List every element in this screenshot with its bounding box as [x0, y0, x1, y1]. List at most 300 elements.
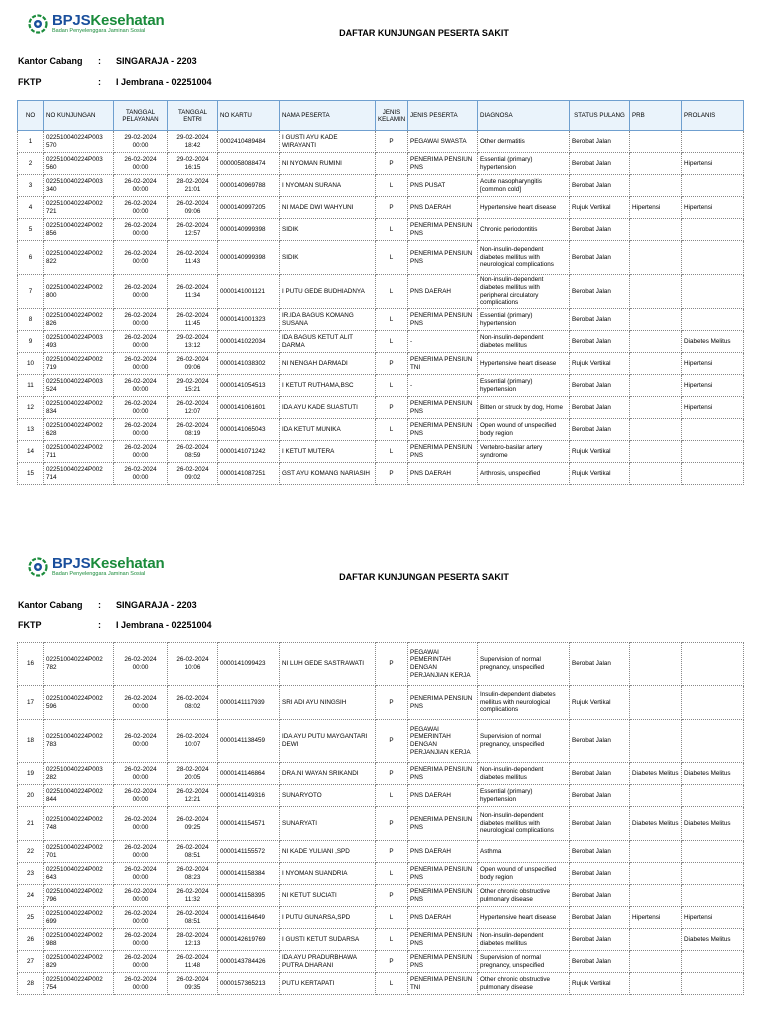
cell-nama-peserta: NI KADE YULIANI ,SPD	[280, 841, 376, 863]
cell-jenis-kelamin: L	[376, 907, 408, 929]
header-tanggal-entri: TANGGAL ENTRI	[168, 101, 218, 131]
cell-tanggal-pelayanan: 26-02-2024 00:00	[114, 219, 168, 241]
cell-prolanis	[682, 309, 744, 331]
cell-jenis-peserta: PNS DAERAH	[408, 907, 478, 929]
cell-nama-peserta: NI NYOMAN RUMINI	[280, 153, 376, 175]
kantor-cabang-value: SINGARAJA - 2203	[116, 600, 197, 610]
cell-tanggal-pelayanan: 26-02-2024 00:00	[114, 807, 168, 841]
table-row	[18, 907, 744, 929]
cell-tanggal-entri: 26-02-2024 11:48	[168, 951, 218, 973]
cell-no-kunjungan: 022510040224P002 596	[44, 686, 114, 720]
cell-no-kunjungan: 022510040224P003 524	[44, 375, 114, 397]
document-title: DAFTAR KUNJUNGAN PESERTA SAKIT	[339, 28, 509, 38]
cell-tanggal-pelayanan: 26-02-2024 00:00	[114, 419, 168, 441]
cell-no: 1	[18, 131, 44, 153]
cell-nama-peserta: I PUTU GUNARSA,SPD	[280, 907, 376, 929]
cell-jenis-kelamin: P	[376, 951, 408, 973]
cell-prb	[630, 885, 682, 907]
cell-jenis-peserta: PEGAWAI PEMERINTAH DENGAN PERJANJIAN KERJA	[408, 643, 478, 686]
cell-nama-peserta: SUNARYOTO	[280, 785, 376, 807]
table-row	[18, 763, 744, 785]
cell-tanggal-entri: 29-02-2024 15:21	[168, 375, 218, 397]
cell-no-kartu: 0000141001323	[218, 309, 280, 331]
cell-no: 28	[18, 973, 44, 995]
cell-jenis-kelamin: P	[376, 807, 408, 841]
cell-no-kartu: 0000141158384	[218, 863, 280, 885]
cell-status-pulang: Berobat Jalan	[570, 885, 630, 907]
table-body-page-2	[18, 643, 744, 995]
cell-no-kartu: 0000058088474	[218, 153, 280, 175]
cell-jenis-peserta: PNS DAERAH	[408, 275, 478, 309]
cell-prolanis	[682, 951, 744, 973]
cell-nama-peserta: SUNARYATI	[280, 807, 376, 841]
cell-no: 24	[18, 885, 44, 907]
cell-tanggal-pelayanan: 26-02-2024 00:00	[114, 841, 168, 863]
cell-prolanis: Hipertensi	[682, 353, 744, 375]
cell-no-kartu: 0000141087251	[218, 463, 280, 485]
cell-status-pulang: Berobat Jalan	[570, 807, 630, 841]
cell-no-kunjungan: 022510040224P002 783	[44, 720, 114, 763]
cell-no-kartu: 0000141022034	[218, 331, 280, 353]
table-row	[18, 309, 744, 331]
cell-jenis-peserta: PENERIMA PENSIUN PNS	[408, 153, 478, 175]
cell-tanggal-entri: 26-02-2024 09:06	[168, 197, 218, 219]
cell-jenis-kelamin: L	[376, 331, 408, 353]
cell-no: 22	[18, 841, 44, 863]
fktp-label: FKTP	[18, 77, 42, 87]
cell-diagnosa: Chronic periodontitis	[478, 219, 570, 241]
table-row	[18, 463, 744, 485]
cell-prolanis	[682, 720, 744, 763]
cell-diagnosa: Essential (primary) hypertension	[478, 375, 570, 397]
cell-jenis-kelamin: L	[376, 375, 408, 397]
header-status-pulang: STATUS PULANG	[570, 101, 630, 131]
cell-tanggal-entri: 26-02-2024 09:06	[168, 353, 218, 375]
cell-jenis-peserta: PENERIMA PENSIUN PNS	[408, 951, 478, 973]
cell-prolanis	[682, 175, 744, 197]
cell-jenis-kelamin: P	[376, 885, 408, 907]
cell-no-kartu: 0000141001121	[218, 275, 280, 309]
cell-no-kartu: 0000142619769	[218, 929, 280, 951]
cell-prb: Hipertensi	[630, 197, 682, 219]
cell-tanggal-entri: 26-02-2024 08:51	[168, 841, 218, 863]
cell-prb	[630, 951, 682, 973]
table-row	[18, 951, 744, 973]
cell-tanggal-pelayanan: 26-02-2024 00:00	[114, 686, 168, 720]
cell-prolanis: Diabetes Melitus	[682, 807, 744, 841]
cell-jenis-peserta: PENERIMA PENSIUN PNS	[408, 309, 478, 331]
cell-status-pulang: Rujuk Vertikal	[570, 353, 630, 375]
table-row	[18, 686, 744, 720]
cell-tanggal-pelayanan: 26-02-2024 00:00	[114, 763, 168, 785]
cell-diagnosa: Essential (primary) hypertension	[478, 785, 570, 807]
cell-tanggal-pelayanan: 26-02-2024 00:00	[114, 785, 168, 807]
cell-no-kartu: 0000141061601	[218, 397, 280, 419]
table-row	[18, 807, 744, 841]
cell-no: 19	[18, 763, 44, 785]
cell-prolanis	[682, 219, 744, 241]
cell-no-kartu: 0000141065043	[218, 419, 280, 441]
cell-status-pulang: Berobat Jalan	[570, 219, 630, 241]
table-row	[18, 720, 744, 763]
table-row	[18, 241, 744, 275]
cell-no-kunjungan: 022510040224P002 754	[44, 973, 114, 995]
cell-tanggal-entri: 26-02-2024 09:02	[168, 463, 218, 485]
cell-prb	[630, 973, 682, 995]
cell-jenis-peserta: PENERIMA PENSIUN PNS	[408, 763, 478, 785]
cell-prolanis: Hipertensi	[682, 197, 744, 219]
cell-prb	[630, 720, 682, 763]
cell-tanggal-entri: 26-02-2024 09:25	[168, 807, 218, 841]
cell-prolanis: Diabetes Melitus	[682, 929, 744, 951]
cell-nama-peserta: NI MADE DWI WAHYUNI	[280, 197, 376, 219]
cell-status-pulang: Rujuk Vertikal	[570, 686, 630, 720]
cell-no-kunjungan: 022510040224P003 282	[44, 763, 114, 785]
logo-name-bpjs: BPJS	[52, 555, 91, 572]
logo-subtitle: Badan Penyelenggara Jaminan Sosial	[52, 28, 146, 34]
fktp-value: I Jembrana - 02251004	[116, 77, 212, 87]
cell-no-kartu: 0000141038302	[218, 353, 280, 375]
cell-jenis-kelamin: P	[376, 686, 408, 720]
cell-status-pulang: Rujuk Vertikal	[570, 973, 630, 995]
cell-nama-peserta: NI LUH GEDE SASTRAWATI	[280, 643, 376, 686]
cell-prolanis	[682, 785, 744, 807]
cell-no-kunjungan: 022510040224P002 988	[44, 929, 114, 951]
cell-tanggal-pelayanan: 26-02-2024 00:00	[114, 153, 168, 175]
cell-tanggal-pelayanan: 26-02-2024 00:00	[114, 175, 168, 197]
cell-jenis-kelamin: L	[376, 241, 408, 275]
cell-prolanis	[682, 275, 744, 309]
cell-jenis-kelamin: P	[376, 643, 408, 686]
cell-no-kunjungan: 022510040224P002 699	[44, 907, 114, 929]
cell-nama-peserta: I GUSTI AYU KADE WIRAYANTI	[280, 131, 376, 153]
cell-prolanis	[682, 463, 744, 485]
cell-jenis-peserta: PEGAWAI SWASTA	[408, 131, 478, 153]
cell-nama-peserta: I KETUT RUTHAMA,BSC	[280, 375, 376, 397]
cell-tanggal-pelayanan: 26-02-2024 00:00	[114, 331, 168, 353]
cell-diagnosa: Insulin-dependent diabetes mellitus with neurological complications	[478, 686, 570, 720]
table-row	[18, 131, 744, 153]
cell-diagnosa: Open wound of unspecified body region	[478, 863, 570, 885]
cell-no-kunjungan: 022510040224P002 719	[44, 353, 114, 375]
cell-jenis-kelamin: L	[376, 419, 408, 441]
cell-diagnosa: Supervision of normal pregnancy, unspecified	[478, 951, 570, 973]
cell-tanggal-pelayanan: 26-02-2024 00:00	[114, 929, 168, 951]
cell-no-kartu: 0000141164649	[218, 907, 280, 929]
cell-prb	[630, 397, 682, 419]
cell-no: 10	[18, 353, 44, 375]
cell-jenis-peserta: PENERIMA PENSIUN PNS	[408, 241, 478, 275]
cell-prb	[630, 463, 682, 485]
cell-no-kartu: 0000140999398	[218, 219, 280, 241]
cell-no: 11	[18, 375, 44, 397]
cell-no: 16	[18, 643, 44, 686]
cell-prb	[630, 309, 682, 331]
table-row	[18, 397, 744, 419]
cell-diagnosa: Hypertensive heart disease	[478, 197, 570, 219]
cell-no-kunjungan: 022510040224P002 829	[44, 951, 114, 973]
cell-diagnosa: Other chronic obstructive pulmonary disease	[478, 973, 570, 995]
cell-no: 20	[18, 785, 44, 807]
cell-no-kunjungan: 022510040224P002 822	[44, 241, 114, 275]
cell-nama-peserta: PUTU KERTAPATI	[280, 973, 376, 995]
cell-diagnosa: Other dermatitis	[478, 131, 570, 153]
cell-no: 15	[18, 463, 44, 485]
cell-tanggal-pelayanan: 26-02-2024 00:00	[114, 197, 168, 219]
cell-tanggal-pelayanan: 26-02-2024 00:00	[114, 463, 168, 485]
table-row	[18, 197, 744, 219]
cell-tanggal-pelayanan: 26-02-2024 00:00	[114, 353, 168, 375]
cell-no: 7	[18, 275, 44, 309]
cell-jenis-peserta: PEGAWAI PEMERINTAH DENGAN PERJANJIAN KERJA	[408, 720, 478, 763]
cell-tanggal-pelayanan: 26-02-2024 00:00	[114, 441, 168, 463]
cell-nama-peserta: IR.IDA BAGUS KOMANG SUSANA	[280, 309, 376, 331]
cell-tanggal-entri: 26-02-2024 12:57	[168, 219, 218, 241]
cell-jenis-peserta: PENERIMA PENSIUN PNS	[408, 219, 478, 241]
cell-status-pulang: Rujuk Vertikal	[570, 441, 630, 463]
cell-prolanis	[682, 419, 744, 441]
cell-status-pulang: Berobat Jalan	[570, 907, 630, 929]
cell-diagnosa: Non-insulin-dependent diabetes mellitus with neurological complications	[478, 241, 570, 275]
cell-no: 27	[18, 951, 44, 973]
cell-tanggal-entri: 26-02-2024 11:45	[168, 309, 218, 331]
cell-diagnosa: Asthma	[478, 841, 570, 863]
cell-prolanis	[682, 686, 744, 720]
cell-prolanis: Hipertensi	[682, 907, 744, 929]
cell-status-pulang: Berobat Jalan	[570, 951, 630, 973]
cell-no-kartu: 0000141117939	[218, 686, 280, 720]
cell-jenis-peserta: PENERIMA PENSIUN PNS	[408, 686, 478, 720]
cell-no: 26	[18, 929, 44, 951]
table-row	[18, 331, 744, 353]
cell-jenis-peserta: PENERIMA PENSIUN PNS	[408, 885, 478, 907]
cell-jenis-kelamin: L	[376, 863, 408, 885]
cell-nama-peserta: I NYOMAN SURANA	[280, 175, 376, 197]
cell-diagnosa: Non-insulin-dependent diabetes mellitus with neurological complications	[478, 807, 570, 841]
cell-no-kunjungan: 022510040224P002 834	[44, 397, 114, 419]
cell-prb	[630, 275, 682, 309]
cell-status-pulang: Berobat Jalan	[570, 131, 630, 153]
cell-no-kunjungan: 022510040224P003 560	[44, 153, 114, 175]
cell-tanggal-pelayanan: 29-02-2024 00:00	[114, 131, 168, 153]
cell-diagnosa: Hypertensive heart disease	[478, 353, 570, 375]
table-row	[18, 275, 744, 309]
cell-jenis-peserta: PENERIMA PENSIUN PNS	[408, 419, 478, 441]
fktp-label: FKTP	[18, 620, 42, 630]
cell-nama-peserta: I KETUT MUTERA	[280, 441, 376, 463]
cell-no: 3	[18, 175, 44, 197]
header-diagnosa: DIAGNOSA	[478, 101, 570, 131]
cell-no-kunjungan: 022510040224P002 844	[44, 785, 114, 807]
cell-no-kartu: 0000141155572	[218, 841, 280, 863]
cell-jenis-kelamin: L	[376, 219, 408, 241]
cell-jenis-peserta: PENERIMA PENSIUN PNS	[408, 929, 478, 951]
cell-no-kartu: 0000141149316	[218, 785, 280, 807]
cell-nama-peserta: I GUSTI KETUT SUDARSA	[280, 929, 376, 951]
cell-tanggal-entri: 28-02-2024 21:01	[168, 175, 218, 197]
cell-tanggal-pelayanan: 26-02-2024 00:00	[114, 643, 168, 686]
cell-no-kartu: 0000157365213	[218, 973, 280, 995]
cell-status-pulang: Berobat Jalan	[570, 643, 630, 686]
cell-no: 17	[18, 686, 44, 720]
cell-prb	[630, 131, 682, 153]
cell-tanggal-pelayanan: 26-02-2024 00:00	[114, 397, 168, 419]
table-row	[18, 785, 744, 807]
cell-no-kartu: 0000140999398	[218, 241, 280, 275]
cell-nama-peserta: IDA KETUT MUNIKA	[280, 419, 376, 441]
cell-jenis-kelamin: P	[376, 720, 408, 763]
cell-no-kartu: 0000140997205	[218, 197, 280, 219]
cell-no-kunjungan: 022510040224P002 856	[44, 219, 114, 241]
cell-status-pulang: Berobat Jalan	[570, 397, 630, 419]
header-prb: PRB	[630, 101, 682, 131]
cell-no-kunjungan: 022510040224P003 570	[44, 131, 114, 153]
cell-no-kunjungan: 022510040224P002 714	[44, 463, 114, 485]
cell-jenis-kelamin: L	[376, 973, 408, 995]
cell-no: 4	[18, 197, 44, 219]
cell-jenis-peserta: PNS DAERAH	[408, 463, 478, 485]
cell-no-kunjungan: 022510040224P002 701	[44, 841, 114, 863]
cell-no: 25	[18, 907, 44, 929]
cell-prb	[630, 331, 682, 353]
cell-prb: Hipertensi	[630, 907, 682, 929]
cell-tanggal-entri: 26-02-2024 11:32	[168, 885, 218, 907]
cell-jenis-peserta: PENERIMA PENSIUN TNI	[408, 353, 478, 375]
cell-status-pulang: Rujuk Vertikal	[570, 463, 630, 485]
cell-no: 8	[18, 309, 44, 331]
kantor-cabang-line: Kantor Cabang : SINGARAJA - 2203	[18, 600, 197, 610]
cell-tanggal-entri: 28-02-2024 20:05	[168, 763, 218, 785]
cell-tanggal-entri: 26-02-2024 09:35	[168, 973, 218, 995]
fktp-value: I Jembrana - 02251004	[116, 620, 212, 630]
cell-prolanis	[682, 863, 744, 885]
cell-diagnosa: Non-insulin-dependent diabetes mellitus	[478, 763, 570, 785]
cell-prolanis: Hipertensi	[682, 153, 744, 175]
table-row	[18, 841, 744, 863]
cell-status-pulang: Berobat Jalan	[570, 241, 630, 275]
cell-jenis-kelamin: P	[376, 353, 408, 375]
table-row	[18, 153, 744, 175]
cell-tanggal-pelayanan: 26-02-2024 00:00	[114, 951, 168, 973]
cell-no: 2	[18, 153, 44, 175]
cell-no-kartu: 0000141154571	[218, 807, 280, 841]
cell-tanggal-pelayanan: 26-02-2024 00:00	[114, 241, 168, 275]
cell-prb	[630, 353, 682, 375]
cell-nama-peserta: I NYOMAN SUANDRIA	[280, 863, 376, 885]
cell-nama-peserta: SIDIK	[280, 219, 376, 241]
table-row	[18, 863, 744, 885]
cell-prolanis	[682, 241, 744, 275]
table-row	[18, 643, 744, 686]
table-row	[18, 885, 744, 907]
header-no-kartu: NO KARTU	[218, 101, 280, 131]
cell-status-pulang: Berobat Jalan	[570, 785, 630, 807]
cell-jenis-kelamin: L	[376, 175, 408, 197]
cell-jenis-kelamin: P	[376, 841, 408, 863]
cell-diagnosa: Essential (primary) hypertension	[478, 309, 570, 331]
cell-jenis-kelamin: P	[376, 463, 408, 485]
cell-diagnosa: Vertebro-basilar artery syndrome	[478, 441, 570, 463]
cell-nama-peserta: SIDIK	[280, 241, 376, 275]
cell-jenis-peserta: PENERIMA PENSIUN PNS	[408, 807, 478, 841]
cell-jenis-kelamin: P	[376, 197, 408, 219]
cell-status-pulang: Berobat Jalan	[570, 419, 630, 441]
fktp-line: FKTP : I Jembrana - 02251004	[18, 77, 212, 87]
cell-status-pulang: Berobat Jalan	[570, 175, 630, 197]
table-row	[18, 375, 744, 397]
cell-jenis-kelamin: L	[376, 929, 408, 951]
cell-no-kunjungan: 022510040224P002 628	[44, 419, 114, 441]
cell-nama-peserta: NI NENGAH DARMADI	[280, 353, 376, 375]
cell-no-kunjungan: 022510040224P003 340	[44, 175, 114, 197]
header-nama-peserta: NAMA PESERTA	[280, 101, 376, 131]
cell-prolanis	[682, 441, 744, 463]
cell-tanggal-pelayanan: 26-02-2024 00:00	[114, 907, 168, 929]
cell-nama-peserta: IDA AYU PRADURBHAWA PUTRA DHARANI	[280, 951, 376, 973]
cell-jenis-kelamin: L	[376, 441, 408, 463]
cell-diagnosa: Bitten or struck by dog, Home	[478, 397, 570, 419]
header-prolanis: PROLANIS	[682, 101, 744, 131]
visit-table-page-1	[17, 100, 744, 485]
header-no: NO	[18, 101, 44, 131]
cell-nama-peserta: IDA AYU KADE SUASTUTI	[280, 397, 376, 419]
logo-subtitle: Badan Penyelenggara Jaminan Sosial	[52, 571, 146, 577]
cell-no: 9	[18, 331, 44, 353]
cell-nama-peserta: IDA AYU PUTU MAYGANTARI DEWI	[280, 720, 376, 763]
cell-status-pulang: Berobat Jalan	[570, 720, 630, 763]
cell-diagnosa: Non-insulin-dependent diabetes mellitus	[478, 929, 570, 951]
cell-tanggal-entri: 26-02-2024 08:59	[168, 441, 218, 463]
cell-tanggal-pelayanan: 26-02-2024 00:00	[114, 720, 168, 763]
cell-tanggal-entri: 28-02-2024 12:13	[168, 929, 218, 951]
cell-status-pulang: Berobat Jalan	[570, 153, 630, 175]
kantor-cabang-label: Kantor Cabang	[18, 56, 83, 66]
cell-prb	[630, 686, 682, 720]
cell-nama-peserta: DRA.NI WAYAN SRIKANDI	[280, 763, 376, 785]
cell-no-kartu: 0000143784426	[218, 951, 280, 973]
table-row	[18, 353, 744, 375]
logo-name-kesehatan: Kesehatan	[90, 12, 165, 29]
cell-status-pulang: Berobat Jalan	[570, 375, 630, 397]
cell-prb	[630, 153, 682, 175]
cell-nama-peserta: GST AYU KOMANG NARIASIH	[280, 463, 376, 485]
cell-nama-peserta: NI KETUT SUCIATI	[280, 885, 376, 907]
cell-tanggal-pelayanan: 26-02-2024 00:00	[114, 863, 168, 885]
cell-prb	[630, 929, 682, 951]
kantor-cabang-label: Kantor Cabang	[18, 600, 83, 610]
cell-tanggal-entri: 26-02-2024 10:06	[168, 643, 218, 686]
cell-prolanis	[682, 643, 744, 686]
cell-jenis-peserta: PENERIMA PENSIUN PNS	[408, 863, 478, 885]
cell-no-kunjungan: 022510040224P002 826	[44, 309, 114, 331]
cell-diagnosa: Hypertensive heart disease	[478, 907, 570, 929]
cell-status-pulang: Berobat Jalan	[570, 331, 630, 353]
cell-no: 5	[18, 219, 44, 241]
header-tanggal-pelayanan: TANGGAL PELAYANAN	[114, 101, 168, 131]
cell-nama-peserta: I PUTU GEDE BUDHIADNYA	[280, 275, 376, 309]
cell-no-kartu: 0002410489484	[218, 131, 280, 153]
table-row	[18, 929, 744, 951]
cell-tanggal-entri: 26-02-2024 11:34	[168, 275, 218, 309]
cell-no: 18	[18, 720, 44, 763]
cell-no-kunjungan: 022510040224P002 711	[44, 441, 114, 463]
table-row	[18, 219, 744, 241]
logo-name-bpjs: BPJS	[52, 12, 91, 29]
visit-table-page-2	[17, 642, 744, 995]
cell-no: 14	[18, 441, 44, 463]
fktp-line: FKTP : I Jembrana - 02251004	[18, 620, 212, 630]
cell-status-pulang: Berobat Jalan	[570, 309, 630, 331]
